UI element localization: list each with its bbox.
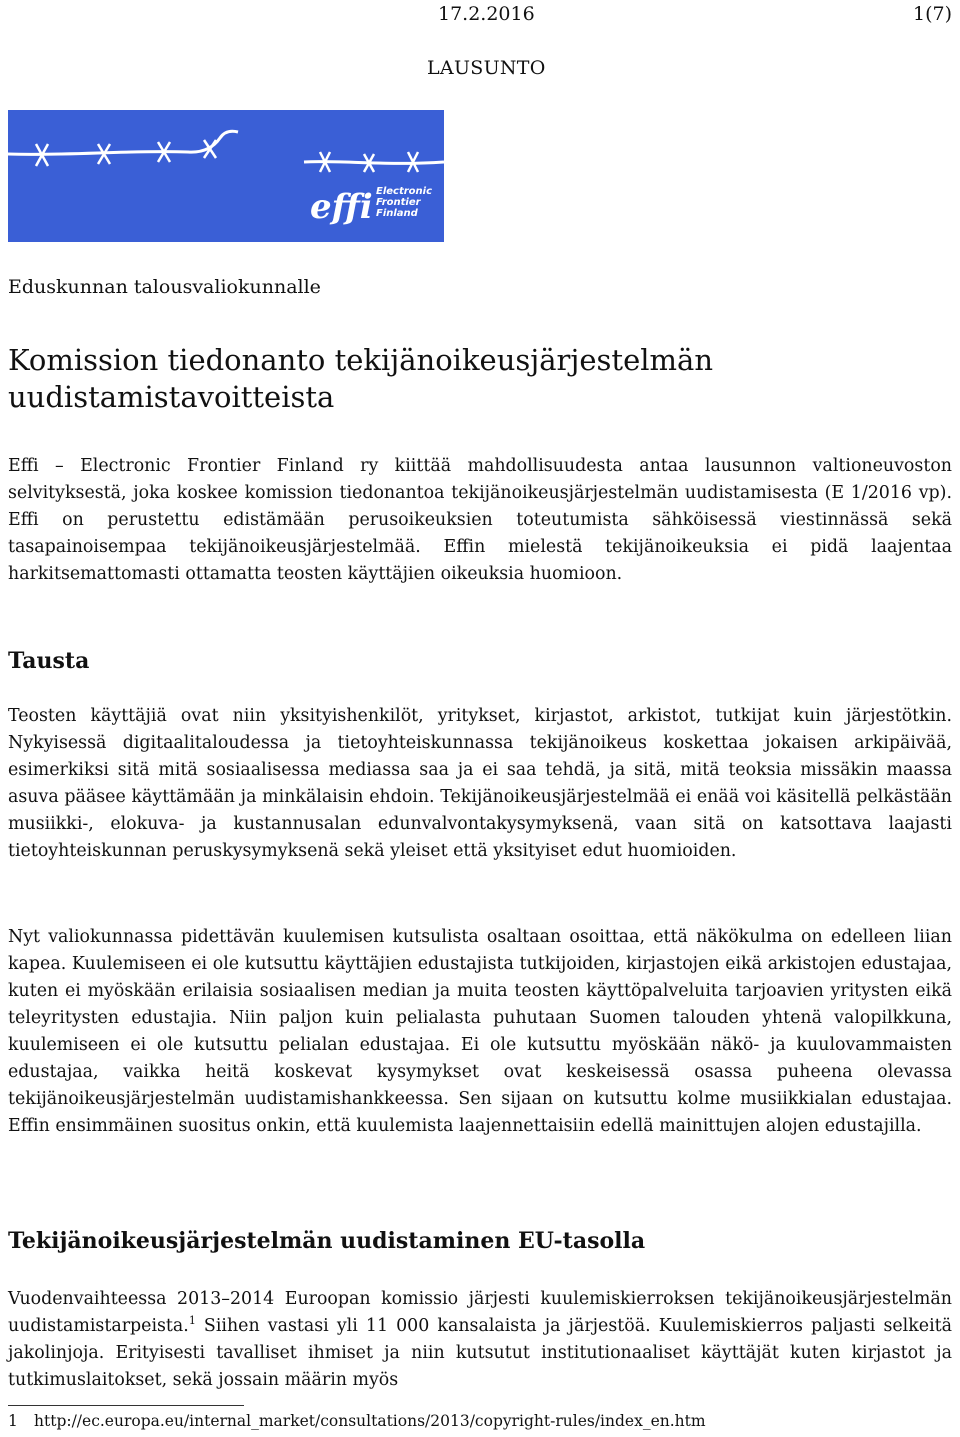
barbed-wire-icon <box>8 110 444 242</box>
eu-paragraph-text-1: Vuodenvaihteessa 2013–2014 Euroopan komissio järjesti kuulemiskierroksen tekijänoikeusjärjestelmän uudistamistarpeista. <box>8 1289 952 1336</box>
intro-paragraph: Effi – Electronic Frontier Finland ry kiittää mahdollisuudesta antaa lausunnon valtioneuvoston selvityksestä, joka koskee komission tiedonantoa tekijänoikeusjärjestelmän uudistamisesta (E 1/2016 vp). Effi on perustettu edistämään perusoikeuksien toteutumista sähköisessä viestinnässä sekä tasapainoisempaa tekijänoikeusjärjestelmää. Effin mielestä tekijänoikeuksia ei pidä laajentaa harkitsemattomasti ottamatta teosten käyttäjien oikeuksia huomioon. <box>8 456 952 584</box>
footnote-separator <box>8 1405 244 1406</box>
footnote-number: 1 <box>8 1412 18 1430</box>
document-type: LAUSUNTO <box>427 57 546 79</box>
recipient: Eduskunnan talousvaliokunnalle <box>8 276 321 298</box>
effi-wordmark: effi <box>310 187 373 227</box>
effi-logo <box>8 110 444 242</box>
svg-text:Electronic: Electronic <box>376 186 433 197</box>
footnote <box>8 1410 706 1432</box>
footnote-reference[interactable]: 1 <box>188 1314 196 1328</box>
section-heading-eu: Tekijänoikeusjärjestelmän uudistaminen EU-tasolla <box>8 1228 646 1254</box>
section-heading-tausta: Tausta <box>8 648 90 674</box>
svg-text:Finland: Finland <box>376 208 418 219</box>
eu-paragraph-text-2: Siihen vastasi yli 11 000 kansalaista ja järjestöä. Kuulemiskierros paljasti selkeitä jakolinjoja. Erityisesti tavalliset ihmiset ja niin kutsutut institutionaaliset käyttäjät kuten kirjastot ja tutkimuslaitokset, sekä jossain määrin myös <box>8 1316 952 1390</box>
tausta-paragraph-2: Nyt valiokunnassa pidettävän kuulemisen kutsulista osaltaan osoittaa, että näkökulma on edelleen liian kapea. Kuulemiseen ei ole kutsuttu käyttäjien edustajista tutkijoiden, kirjastojen eikä arkistojen edustajaa, kuten ei myöskään erilaisia sosiaalisen median ja muita teosten käyttöpalveluita tarjoavien yritysten eikä teleyritysten edustajia. Niin paljon kuin pelialasta puhutaan Suomen talouden yhtenä valopilkkuna, kuulemiseen ei ole kutsuttu pelialan edustajaa. Ei ole kutsuttu myöskään näkö- ja kuulovammaisten edustajaa, vaikka heitä koskevat kysymykset ovat keskeisessä osassa puheena olevassa tekijänoikeusjärjestelmän uudistamishankkeessa. Sen sijaan on kutsuttu kolme musiikkialan edustajaa. Effin ensimmäinen suositus onkin, että kuulemista laajennettaisiin edellä mainittujen alojen edustajilla. <box>8 927 952 1136</box>
tausta-paragraph-1: Teosten käyttäjiä ovat niin yksityishenkilöt, yritykset, kirjastot, arkistot, tutkijat kuin järjestötkin. Nykyisessä digitaalitaloudessa ja tietoyhteiskunnassa tekijänoikeus koskettaa jokaisen arkipäivää, esimerkiksi sitä mitä sosiaalisessa mediassa saa ja ei saa tehdä, ja sitä, mitä teoksia missäkin maassa asuva pääsee käyttämään ja minkälaisin ehdoin. Tekijänoikeusjärjestelmää ei enää voi käsitellä pelkästään musiikki-, elokuva- ja kustannusalan edunvalvontakysymyksenä, vaan sitä on katsottava laajasti tietoyhteiskunnan peruskysymyksenä sekä yleiset että yksityiset edut huomioiden. <box>8 706 952 861</box>
svg-text:Frontier: Frontier <box>376 197 421 208</box>
document-title: Komission tiedonanto tekijänoikeusjärjestelmän uudistamistavoitteista <box>8 343 713 414</box>
eu-paragraph <box>8 1286 952 1394</box>
page-number: 1(7) <box>912 3 952 25</box>
page-date: 17.2.2016 <box>438 3 535 25</box>
footnote-link[interactable]: http://ec.europa.eu/internal_market/consultations/2013/copyright-rules/index_en.htm <box>34 1412 706 1430</box>
